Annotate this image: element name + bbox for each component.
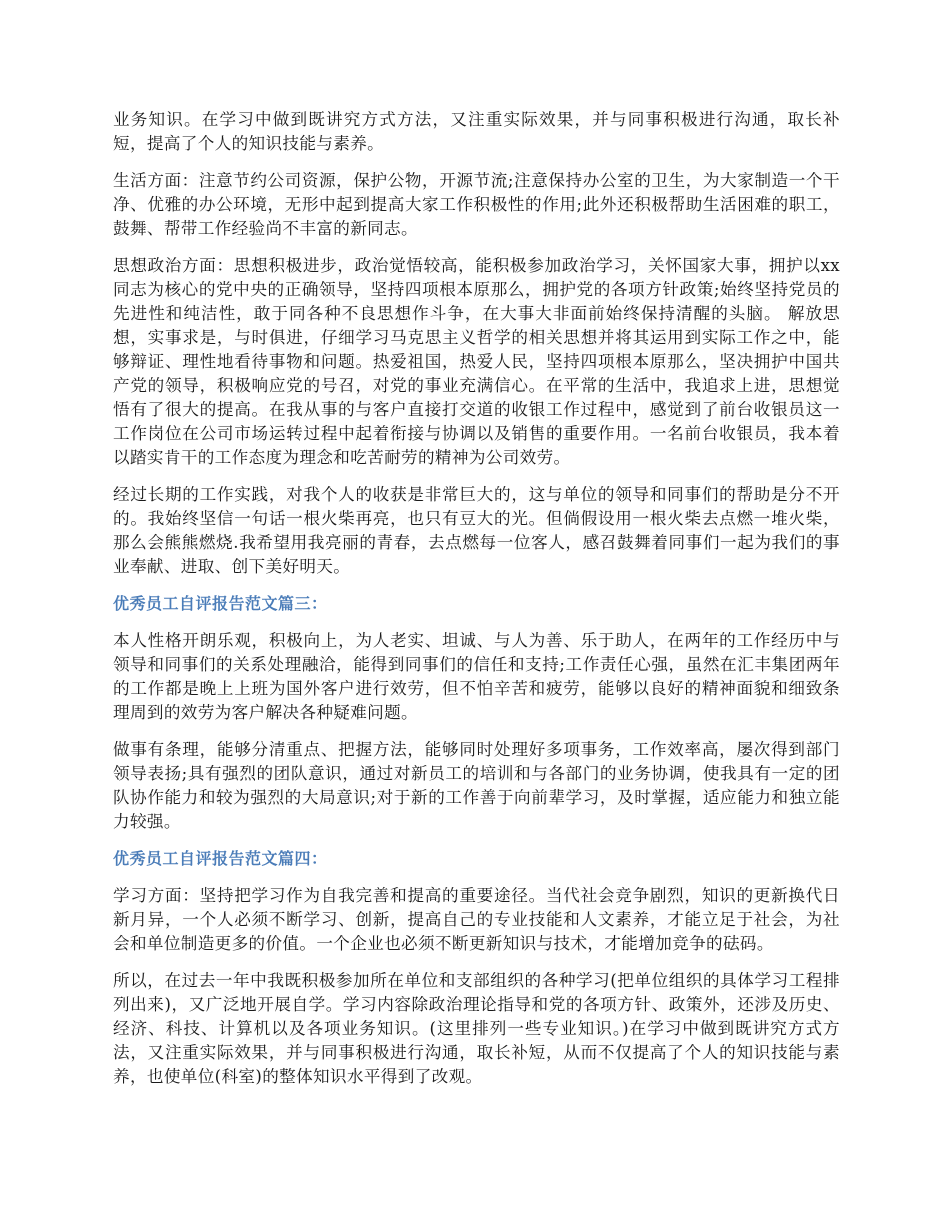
paragraph-work-methods: 做事有条理，能够分清重点、把握方法，能够同时处理好多项事务，工作效率高，屡次得到部门领导表扬;具有强烈的团队意识，通过对新员工的培训和与各部门的业务协调，使我具有一定的团队协作能力和较为强烈的大局意识;对于新的工作善于向前辈学习，及时掌握，适应能力和独立能力较强。 [113,740,840,831]
paragraph-life-aspect: 生活方面：注意节约公司资源，保护公物，开源节流;注意保持办公室的卫生，为大家制造一个干净、优雅的办公环境，无形中起到提高大家工作积极性的作用;此外还积极帮助生活困难的职工，鼓舞、帮带工作经验尚不丰富的新同志。 [113,171,840,238]
document-body [113,108,840,1102]
section-heading-part-three: 优秀员工自评报告范文篇三： [113,594,328,613]
paragraph-personality: 本人性格开朗乐观，积极向上，为人老实、坦诚、与人为善、乐于助人，在两年的工作经历中与领导和同事们的关系处理融洽，能得到同事们的信任和支持;工作责任心强，虽然在汇丰集团两年的工作都是晚上上班为国外客户进行效劳，但不怕辛苦和疲劳，能够以良好的精神面貌和细致条理周到的效劳为客户解决各种疑难问题。 [113,631,840,722]
paragraph-study-activities: 所以，在过去一年中我既积极参加所在单位和支部组织的各种学习(把单位组织的具体学习工程排列出来)，又广泛地开展自学。学习内容除政治理论指导和党的各项方针、政策外，还涉及历史、经济、科技、计算机以及各项业务知识。(这里排列一些专业知识。)在学习中做到既讲究方式方法，又注重实际效果，并与同事积极进行沟通，取长补短，从而不仅提高了个人的知识技能与素养，也使单位(科室)的整体知识水平得到了改观。 [113,971,840,1086]
paragraph-study-aspect: 学习方面：坚持把学习作为自我完善和提高的重要途径。当代社会竞争剧烈，知识的更新换代日新月异，一个人必须不断学习、创新，提高自己的专业技能和人文素养，才能立足于社会，为社会和单位制造更多的价值。一个企业也必须不断更新知识与技术，才能增加竞争的砝码。 [113,886,840,953]
paragraph-study-knowledge-end: 业务知识。在学习中做到既讲究方式方法，又注重实际效果，并与同事积极进行沟通，取长补短，提高了个人的知识技能与素养。 [113,110,840,153]
section-heading-part-four: 优秀员工自评报告范文篇四： [113,849,328,868]
paragraph-work-practice: 经过长期的工作实践，对我个人的收获是非常巨大的，这与单位的领导和同事们的帮助是分不开的。我始终坚信一句话一根火柴再亮，也只有豆大的光。但倘假设用一根火柴去点燃一堆火柴，那么会熊熊燃烧.我希望用我亮丽的青春，去点燃每一位客人，感召鼓舞着同事们一起为我们的事业奉献、进取、创下美好明天。 [113,485,840,576]
paragraph-political-thought: 思想政治方面：思想积极进步，政治觉悟较高，能积极参加政治学习，关怀国家大事，拥护以xx同志为核心的党中央的正确领导，坚持四项根本原那么，拥护党的各项方针政策;始终坚持党员的先进性和纯洁性，敢于同各种不良思想作斗争，在大事大非面前始终保持清醒的头脑。 解放思想，实事求是，与时俱进，仔细学习马克思主义哲学的相关思想并将其运用到实际工作之中，能够辩证、理性地看待事物和问题。热爱祖国，热爱人民，坚持四项根本原那么，坚决拥护中国共产党的领导，积极响应党的号召，对党的事业充满信心。在平常的生活中，我追求上进，思想觉悟有了很大的提高。在我从事的与客户直接打交道的收银工作过程中，感觉到了前台收银员这一工作岗位在公司市场运转过程中起着衔接与协调以及销售的重要作用。一名前台收银员，我本着以踏实肯干的工作态度为理念和吃苦耐劳的精神为公司效劳。 [113,256,840,467]
